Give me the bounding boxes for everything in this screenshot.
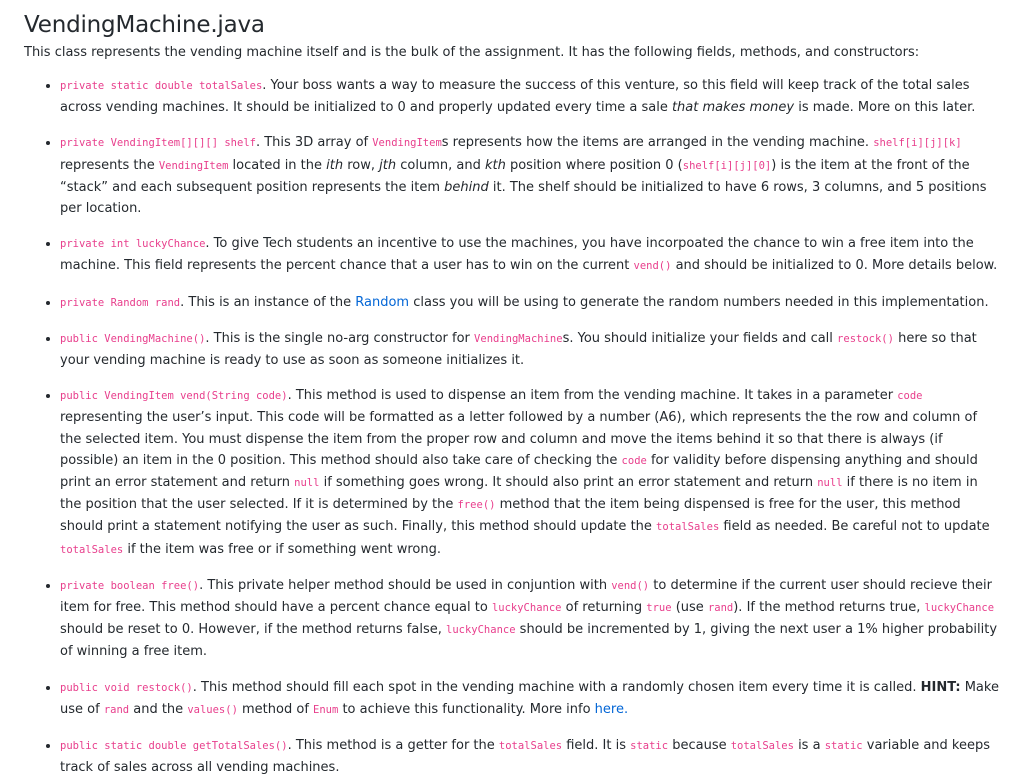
code-snippet: totalSales <box>498 740 563 753</box>
list-item-constructor-vendingmachine <box>60 328 1000 371</box>
code-snippet: private static double totalSales <box>60 80 263 92</box>
text-run: of returning <box>561 600 647 616</box>
text-run: representing the user’s input. This code will be formatted as a letter followed by a number (A6), which represents the the row and column of the selected item. You must dispense the item from the proper row and column and move the items behind it so that there is always (if possible) an item in the 0 position. This method should also take care of checking the <box>60 410 978 468</box>
text-run: if there is no item in the position that the user selected. If it is determined by the <box>60 475 978 513</box>
code-snippet: rand <box>103 703 130 716</box>
code-snippet: private Random rand <box>60 296 181 309</box>
code-snippet: shelf[i][j][k] <box>873 137 962 150</box>
text-run: field as needed. Be careful not to update <box>719 519 990 535</box>
code-snippet: public static double getTotalSales() <box>60 740 288 753</box>
list-item-field-rand <box>60 292 1000 314</box>
text-run: row, <box>343 157 380 173</box>
code-snippet: vend() <box>633 260 672 273</box>
code-snippet: code <box>897 390 923 403</box>
intro-paragraph: This class represents the vending machine itself and is the bulk of the assignment. It has the following fields, methods, and constructors: <box>24 45 920 60</box>
code-snippet: public VendingItem vend(String code) <box>60 390 288 403</box>
text-run: and the <box>129 701 188 717</box>
text-run: s represents how the items are arranged in the vending machine. <box>441 135 874 151</box>
text-run: . This method should fill each spot in the vending machine with a randomly chosen item every time it is called. <box>192 679 921 695</box>
text-run: ) is the item at the front of the “stack” and each subsequent position represents the item <box>60 157 970 195</box>
text-run: is a <box>793 738 825 754</box>
code-snippet: private boolean free() <box>60 579 200 592</box>
code-snippet: luckyChance <box>924 602 995 615</box>
text-run: . Your boss wants a way to measure the success of this venture, so this field will keep track of the total sales across vending machines. It should be initialized to 0 and properly updated every time a sale <box>60 78 970 116</box>
text-run: should be reset to 0. However, if the method returns false, <box>60 622 446 638</box>
text-run: column, and <box>396 157 485 173</box>
text-run: ). If the method returns true, <box>733 600 925 616</box>
text-run: located in the <box>228 157 327 173</box>
code-snippet: code <box>621 454 647 467</box>
text-run: for validity before dispensing anything and should print an error statement and return <box>60 452 978 491</box>
text-run: method that the item being dispensed is free for the user, this method should print a statement notifying the user as such. Finally, this method should update the <box>60 497 961 535</box>
text-run: method of <box>237 701 314 717</box>
list-item-field-shelf <box>60 132 1000 219</box>
emphasis-text: kth <box>484 157 506 173</box>
code-snippet: restock() <box>837 332 894 345</box>
code-snippet: private VendingItem[][][] shelf <box>60 137 256 150</box>
text-run: if the item was free or if something went wrong. <box>123 541 441 557</box>
emphasis-text: ith <box>326 157 344 173</box>
code-snippet: private int luckyChance <box>60 238 206 251</box>
member-list <box>24 75 1000 778</box>
text-run: . To give Tech students an incentive to use the machines, you have incorpoated the chance to win a free item into the machine. This field represents the percent chance that a user has to win on the current <box>60 236 974 274</box>
text-run: Make use of <box>60 679 999 717</box>
list-item-method-restock <box>60 677 1000 721</box>
text-run: represents the <box>60 157 159 173</box>
code-snippet: totalSales <box>656 521 720 534</box>
text-run: if something goes wrong. It should also print an error statement and return <box>319 475 818 491</box>
code-snippet: vend() <box>611 579 650 592</box>
code-snippet: totalSales <box>60 543 124 556</box>
code-snippet: public VendingMachine() <box>60 332 206 345</box>
code-snippet: null <box>294 477 320 490</box>
code-snippet: VendingMachine <box>474 332 563 345</box>
text-run: and should be initialized to 0. More details below. <box>671 258 998 274</box>
text-run: position where position 0 ( <box>505 157 683 173</box>
code-snippet: static <box>630 740 669 753</box>
text-run: . This is an instance of the <box>180 294 356 310</box>
text-run: is made. More on this later. <box>794 100 976 116</box>
text-run: to determine if the current user should recieve their item for free. This method should have a percent chance equal to <box>60 577 992 616</box>
list-item-method-vend <box>60 385 1000 561</box>
link[interactable]: Random <box>355 294 410 310</box>
text-run: s. You should initialize your fields and call <box>562 330 838 346</box>
text-run: should be incremented by 1, giving the next user a 1% higher probability of winning a free item. <box>60 622 998 660</box>
text-run: it. The shelf should be initialized to have 6 rows, 3 columns, and 5 positions per location. <box>60 179 987 217</box>
page-title: VendingMachine.java <box>24 12 265 38</box>
code-snippet: shelf[i][j][0] <box>682 159 772 172</box>
code-snippet: public void restock() <box>60 681 193 694</box>
text-run: to achieve this functionality. More info <box>338 701 595 717</box>
text-run: (use <box>671 600 708 616</box>
text-run: because <box>668 738 731 754</box>
text-run: variable and keeps track of sales across all vending machines. <box>60 738 991 776</box>
code-snippet: static <box>824 740 863 753</box>
text-run: here so that your vending machine is ready to use as soon as someone initializes it. <box>60 330 977 369</box>
code-snippet: true <box>646 602 672 615</box>
code-snippet: null <box>817 477 843 490</box>
code-snippet: totalSales <box>730 740 794 753</box>
text-run: field. It is <box>562 738 631 754</box>
emphasis-text: behind <box>444 179 489 195</box>
code-snippet: VendingItem <box>158 159 229 172</box>
bold-text: HINT: <box>920 679 961 695</box>
list-item-field-totalsales <box>60 75 1000 118</box>
code-snippet: luckyChance <box>446 624 516 637</box>
link[interactable]: here. <box>594 701 629 717</box>
text-run: . This private helper method should be used in conjuntion with <box>199 577 612 593</box>
emphasis-text: jth <box>379 157 397 173</box>
text-run: class you will be using to generate the random numbers needed in this implementation. <box>409 294 989 310</box>
text-run: . This 3D array of <box>255 135 373 151</box>
text-run: . This method is used to dispense an item from the vending machine. It takes in a parameter <box>287 388 898 404</box>
code-snippet: luckyChance <box>491 602 562 615</box>
text-run: . This method is a getter for the <box>287 738 499 754</box>
code-snippet: Enum <box>313 703 339 716</box>
text-run: . This is the single no-arg constructor for <box>205 330 475 346</box>
list-item-method-free <box>60 575 1000 663</box>
emphasis-text: that makes money <box>671 100 795 116</box>
list-item-field-luckychance <box>60 233 1000 277</box>
code-snippet: free() <box>457 499 496 512</box>
code-snippet: rand <box>707 602 734 615</box>
code-snippet: VendingItem <box>372 137 442 150</box>
code-snippet: values() <box>187 703 238 716</box>
